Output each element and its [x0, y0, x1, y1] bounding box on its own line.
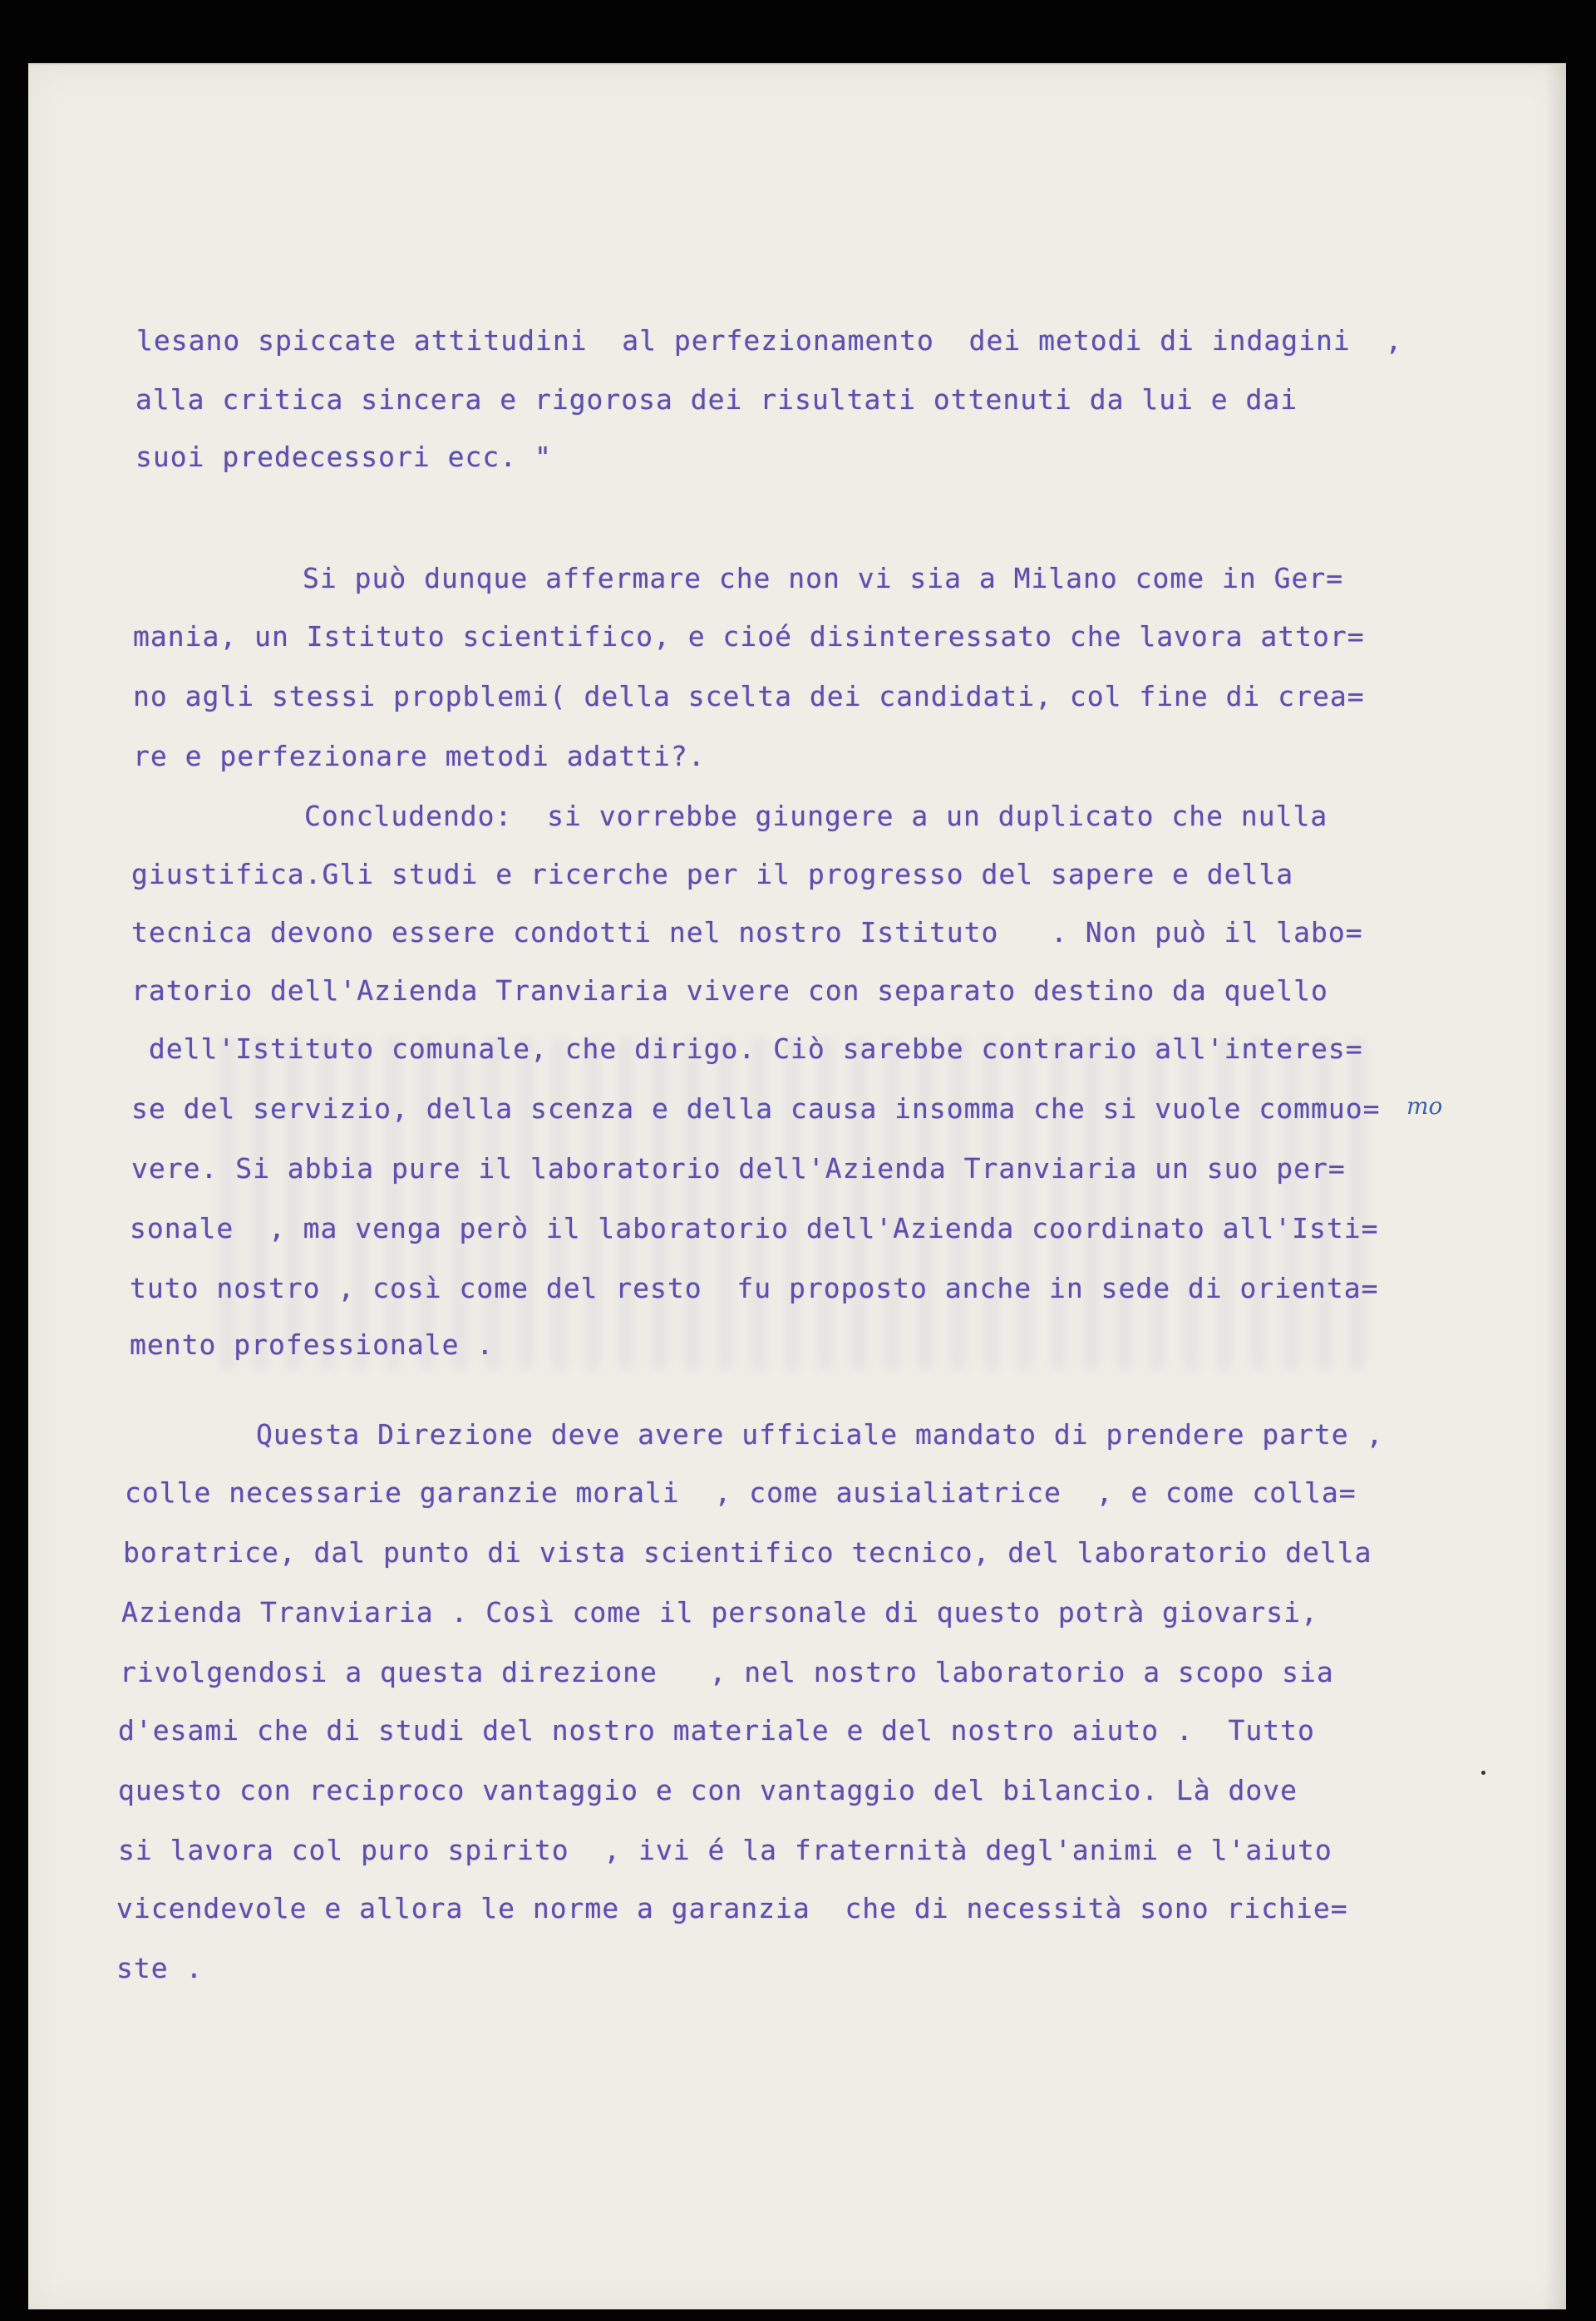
text-line: Azienda Tranviaria . Così come il personale di questo potrà giovarsi,	[121, 1596, 1318, 1629]
text-line: alla critica sincera e rigorosa dei risultati ottenuti da lui e dai	[135, 383, 1298, 416]
text-line: no agli stessi propblemi( della scelta dei candidati, col fine di crea=	[133, 680, 1365, 712]
text-line: si lavora col puro spirito , ivi é la fraternità degl'animi e l'aiuto	[118, 1834, 1332, 1866]
text-line: ste .	[116, 1952, 204, 1984]
text-line: lesano spiccate attitudini al perfezionamento dei metodi di indagini ,	[136, 324, 1403, 357]
text-line: rivolgendosi a questa direzione , nel nostro laboratorio a scopo sia	[120, 1656, 1334, 1688]
text-line: dell'Istituto comunale, che dirigo. Ciò sarebbe contrario all'interes=	[131, 1032, 1363, 1065]
text-line: vicendevole e allora le norme a garanzia che di necessità sono richie=	[116, 1892, 1348, 1924]
text-line: questo con reciproco vantaggio e con vantaggio del bilancio. Là dove	[118, 1774, 1298, 1806]
text-line: boratrice, dal punto di vista scientifico tecnico, del laboratorio della	[123, 1536, 1372, 1569]
text-line: colle necessarie garanzie morali , come ausialiatrice , e come colla=	[125, 1476, 1357, 1509]
text-line: mania, un Istituto scientifico, e cioé disinteressato che lavora attor=	[133, 620, 1365, 653]
text-line: Concludendo: si vorrebbe giungere a un duplicato che nulla	[304, 800, 1328, 832]
text-line: sonale , ma venga però il laboratorio dell'Azienda coordinato all'Isti=	[130, 1212, 1379, 1244]
text-line: Si può dunque affermare che non vi sia a Milano come in Ger=	[303, 562, 1344, 594]
text-line: mento professionale .	[130, 1328, 495, 1361]
text-line: re e perfezionare metodi adatti?.	[133, 740, 706, 772]
text-line: vere. Si abbia pure il laboratorio dell'Azienda Tranviaria un suo per=	[131, 1152, 1346, 1185]
text-line: giustifica.Gli studi e ricerche per il progresso del sapere e della	[131, 858, 1294, 890]
ink-speck	[1481, 1771, 1485, 1775]
paper-edge-shadow	[1544, 65, 1566, 2309]
ink-bleed-through	[219, 1037, 1383, 1370]
handwritten-margin-mark: mo	[1406, 1092, 1443, 1120]
text-line: suoi predecessori ecc. "	[135, 441, 552, 473]
text-line: ratorio dell'Azienda Tranviaria vivere con separato destino da quello	[131, 974, 1328, 1007]
text-line: tuto nostro , così come del resto fu proposto anche in sede di orienta=	[130, 1272, 1379, 1304]
text-line: d'esami che di studi del nostro materiale e del nostro aiuto . Tutto	[118, 1714, 1315, 1747]
text-line: tecnica devono essere condotti nel nostro Istituto . Non può il labo=	[131, 916, 1363, 949]
text-line: Questa Direzione deve avere ufficiale mandato di prendere parte ,	[256, 1418, 1384, 1451]
text-line: se del servizio, della scenza e della causa insomma che si vuole commuo=	[131, 1092, 1381, 1125]
